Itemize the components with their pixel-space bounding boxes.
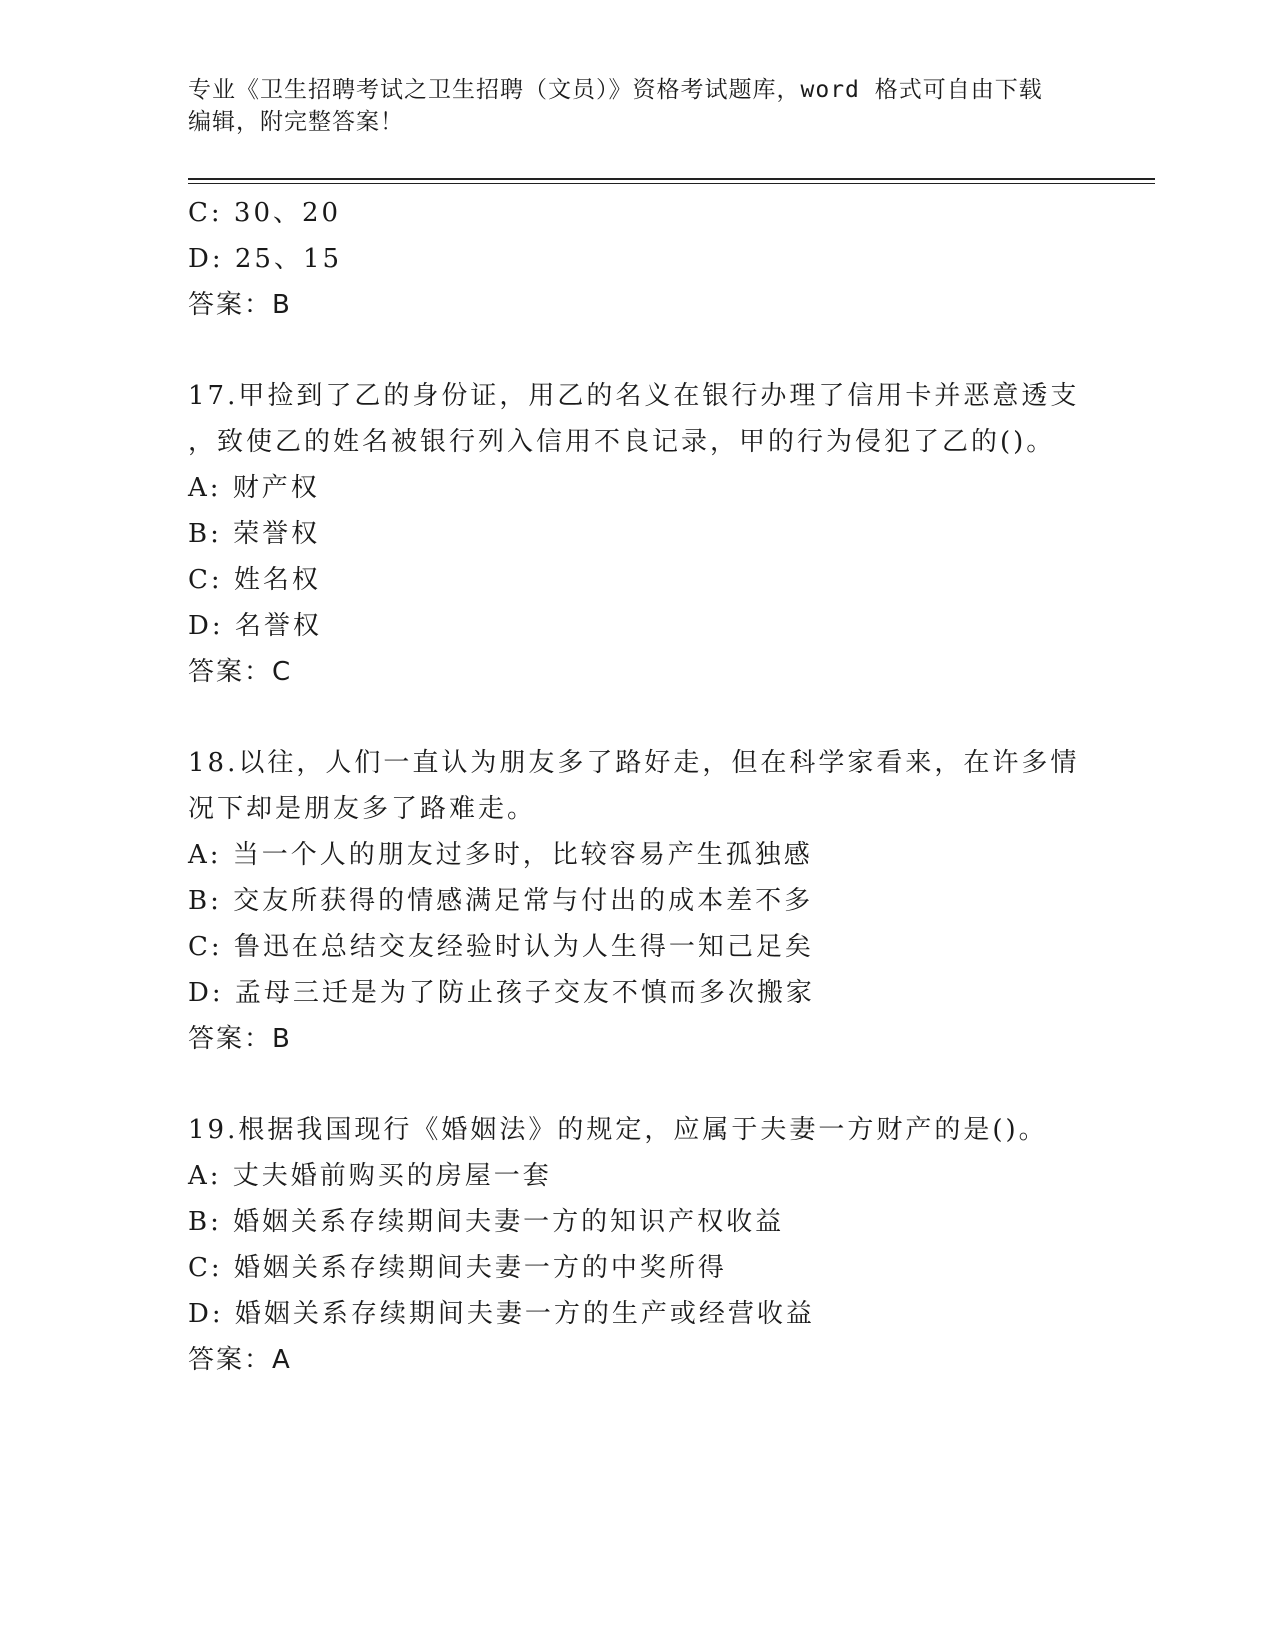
header-divider-thin bbox=[188, 183, 1155, 184]
option-d: D: 25、15 bbox=[188, 244, 343, 274]
spacer bbox=[188, 1062, 1088, 1107]
question-stem-continued: ，致使乙的姓名被银行列入信用不良记录，甲的行为侵犯了乙的()。 bbox=[188, 427, 1056, 457]
answer-line: 答案：C bbox=[188, 657, 293, 687]
spacer bbox=[188, 695, 1088, 740]
question-content bbox=[188, 190, 1088, 1383]
option-d: D: 名誉权 bbox=[188, 611, 322, 641]
question-17 bbox=[188, 373, 1088, 695]
option-c: C: 鲁迅在总结交友经验时认为人生得一知己足矣 bbox=[188, 932, 814, 962]
question-18 bbox=[188, 740, 1088, 1062]
document-header bbox=[188, 74, 1088, 138]
option-c: C: 婚姻关系存续期间夫妻一方的中奖所得 bbox=[188, 1253, 727, 1283]
option-c: C: 姓名权 bbox=[188, 565, 321, 595]
answer-line: 答案：B bbox=[188, 290, 292, 320]
option-b: B: 婚姻关系存续期间夫妻一方的知识产权收益 bbox=[188, 1207, 785, 1237]
option-a: A: 当一个人的朋友过多时，比较容易产生孤独感 bbox=[188, 840, 813, 870]
option-d: D: 婚姻关系存续期间夫妻一方的生产或经营收益 bbox=[188, 1299, 815, 1329]
option-a: A: 财产权 bbox=[188, 473, 320, 503]
question-stem-continued: 况下却是朋友多了路难走。 bbox=[188, 794, 537, 824]
option-b: B: 交友所获得的情感满足常与付出的成本差不多 bbox=[188, 886, 814, 916]
question-stem: 19.根据我国现行《婚姻法》的规定，应属于夫妻一方财产的是()。 bbox=[188, 1115, 1048, 1145]
question-19 bbox=[188, 1107, 1088, 1383]
spacer bbox=[188, 328, 1088, 373]
header-divider-thick bbox=[188, 178, 1155, 180]
option-a: A: 丈夫婚前购买的房屋一套 bbox=[188, 1161, 552, 1191]
option-c: C: 30、20 bbox=[188, 198, 342, 228]
answer-line: 答案：B bbox=[188, 1024, 292, 1054]
header-line-1: 专业《卫生招聘考试之卫生招聘（文员）》资格考试题库，word 格式可自由下载 bbox=[188, 77, 1043, 103]
option-d: D: 孟母三迁是为了防止孩子交友不慎而多次搬家 bbox=[188, 978, 815, 1008]
question-16-tail bbox=[188, 190, 1088, 328]
question-stem: 18.以往，人们一直认为朋友多了路好走，但在科学家看来，在许多情 bbox=[188, 748, 1080, 778]
question-stem: 17.甲捡到了乙的身份证，用乙的名义在银行办理了信用卡并恶意透支 bbox=[188, 381, 1080, 411]
header-line-2: 编辑，附完整答案！ bbox=[188, 109, 404, 135]
option-b: B: 荣誉权 bbox=[188, 519, 321, 549]
answer-line: 答案：A bbox=[188, 1345, 292, 1375]
